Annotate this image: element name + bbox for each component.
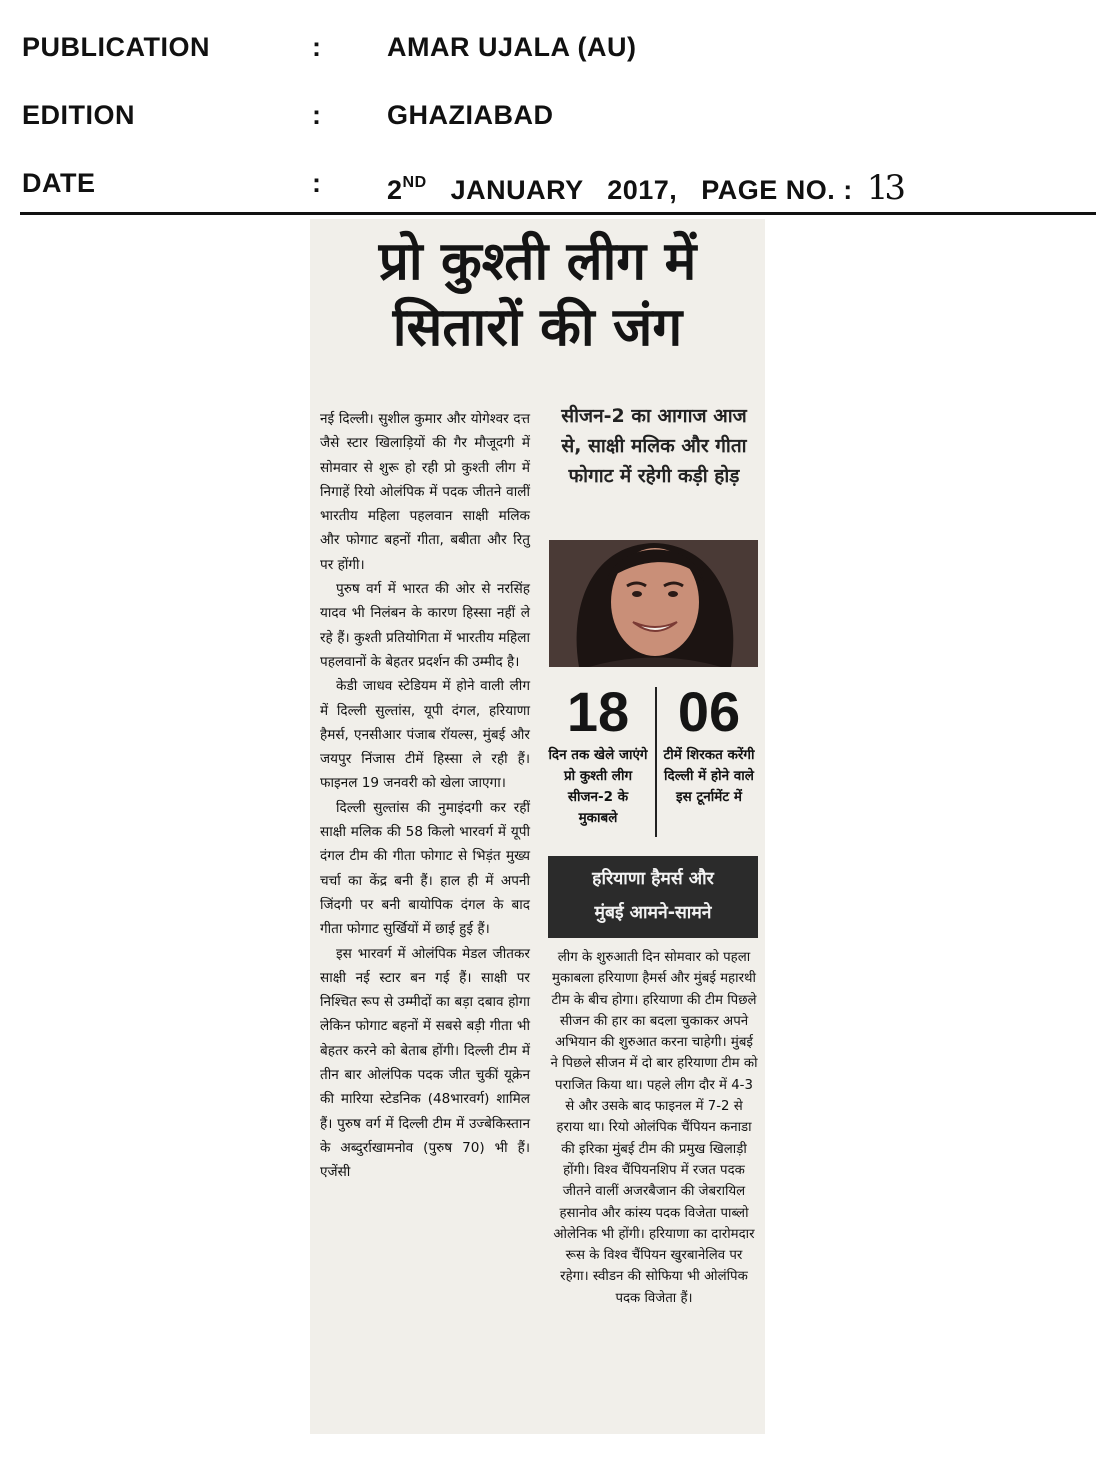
- stat-divider: [655, 687, 657, 837]
- date-suffix: ND: [402, 174, 427, 191]
- body-paragraph: पुरुष वर्ग में भारत की ओर से नरसिंह यादव भी निलंबन के कारण हिस्सा नहीं ले रहे हैं। कुश्ती प्रतियोगिता में भारतीय महिला पहलवानों के बेहतर प्रदर्शन की उम्मीद है।: [320, 581, 530, 670]
- stat-caption: टीमें शिरकत करेंगी दिल्ली में होने वाले इस टूर्नामेंट में: [663, 747, 755, 805]
- edition-value: GHAZIABAD: [387, 100, 554, 130]
- news-clipping: [310, 219, 765, 1434]
- portrait-photo: [549, 540, 758, 667]
- box-headline-line-2: मुंबई आमने-सामने: [594, 903, 712, 923]
- date-label: DATE: [22, 168, 96, 198]
- header-rule: [20, 212, 1096, 215]
- edition-label: EDITION: [22, 100, 136, 130]
- box-headline-line-1: हरियाणा हैमर्स और: [592, 869, 714, 889]
- box-body-text: लीग के शुरुआती दिन सोमवार को पहला मुकाबला हरियाणा हैमर्स और मुंबई महारथी टीम के बीच होगा। हरियाणा की टीम पिछले सीजन की हार का बदला चुकाकर अपने अभियान की शुरुआत करना चाहेगी। मुंबई ने पिछले सीजन में दो बार हरियाणा टीम को पराजित किया था। पहले लीग दौर में 4-3 से और उसके बाद फाइनल में 7-2 से हराया था। रियो ओलंपिक चैंपियन कनाडा की इरिका मुंबई टीम की प्रमुख खिलाड़ी होंगी। विश्व चैंपियनशिप में रजत पदक जीतने वालीं अजरबैजान की जेबरायिल हसानोव और कांस्य पदक विजेता पाब्लो ओलेनिक भी होंगी। हरियाणा का दारोमदार रूस के विश्व चैंपियन खुरबानेलिव पर रहेगा। स्वीडन की सोफिया भी ओलंपिक पदक विजेता हैं।: [550, 950, 758, 1306]
- body-paragraph: नई दिल्ली। सुशील कुमार और योगेश्वर दत्त जैसे स्टार खिलाड़ियों की गैर मौजूदगी में सोमवार से शुरू हो रही प्रो कुश्ती लीग में निगाहें रियो ओलंपिक में पदक जीतने वालीं भारतीय महिला पहलवान साक्षी मलिक और फोगाट बहनों गीता, बबीता और रितु पर होंगी।: [320, 411, 530, 573]
- edition-colon: :: [312, 100, 322, 130]
- date-colon: :: [312, 168, 322, 198]
- publication-label: PUBLICATION: [22, 32, 210, 62]
- body-paragraph: दिल्ली सुल्तांस की नुमाइंदगी कर रहीं साक्षी मलिक की 58 किलो भारवर्ग में यूपी दंगल टीम की गीता फोगाट से भिड़ंत मुख्य चर्चा का केंद्र बनी हैं। हाल ही में अपनी जिंदगी पर बनी बायोपिक दंगल के बाद गीता फोगाट सुर्खियों में छाई हुई हैं।: [320, 799, 530, 938]
- publication-value: AMAR UJALA (AU): [387, 32, 637, 62]
- date-value: [387, 168, 902, 208]
- stat-days: [548, 681, 648, 829]
- stat-teams: [659, 681, 759, 808]
- box-body: [550, 947, 758, 1309]
- body-paragraph: केडी जाधव स्टेडियम में होने वाली लीग में दिल्ली सुल्तांस, यूपी दंगल, हरियाणा हैमर्स, एनसीआर पंजाब रॉयल्स, मुंबई और जयपुर निंजास टीमें हिस्सा ले रही हैं। फाइनल 19 जनवरी को खेला जाएगा।: [320, 678, 530, 792]
- headline: [310, 229, 765, 361]
- stat-number: 18: [566, 680, 630, 743]
- date-day: 2: [387, 175, 403, 205]
- subheadline: सीजन-2 का आगाज आज से, साक्षी मलिक और गीता फोगाट में रहेगी कड़ी होड़: [561, 405, 747, 487]
- stat-number: 06: [677, 680, 741, 743]
- stat-caption: दिन तक खेले जाएंगे प्रो कुश्ती लीग सीजन-2 के मुकाबले: [548, 747, 648, 826]
- date-rest: JANUARY 2017, PAGE NO. :: [450, 175, 853, 205]
- publication-colon: :: [312, 32, 322, 62]
- portrait-image: [549, 540, 758, 667]
- page-number-handwritten: 13: [866, 168, 903, 208]
- article-body: [320, 407, 530, 1185]
- box-headline: [548, 856, 758, 938]
- headline-line-1: प्रो कुश्ती लीग में: [378, 231, 697, 292]
- body-paragraph: इस भारवर्ग में ओलंपिक मेडल जीतकर साक्षी नई स्टार बन गई हैं। साक्षी पर निश्चित रूप से उम्मीदों का बड़ा दबाव होगा लेकिन फोगाट बहनों में सबसे बड़ी गीता भी बेहतर करने को बेताब होंगी। दिल्ली टीम में तीन बार ओलंपिक पदक जीत चुकीं यूक्रेन की मारिया स्टेडनिक (48भारवर्ग) शामिल हैं। पुरुष वर्ग में दिल्ली टीम में उज्बेकिस्तान के अब्दुर्राखामनोव (पुरुष 70) भी हैं। एजेंसी: [320, 945, 530, 1181]
- headline-line-2: सितारों की जंग: [392, 297, 683, 358]
